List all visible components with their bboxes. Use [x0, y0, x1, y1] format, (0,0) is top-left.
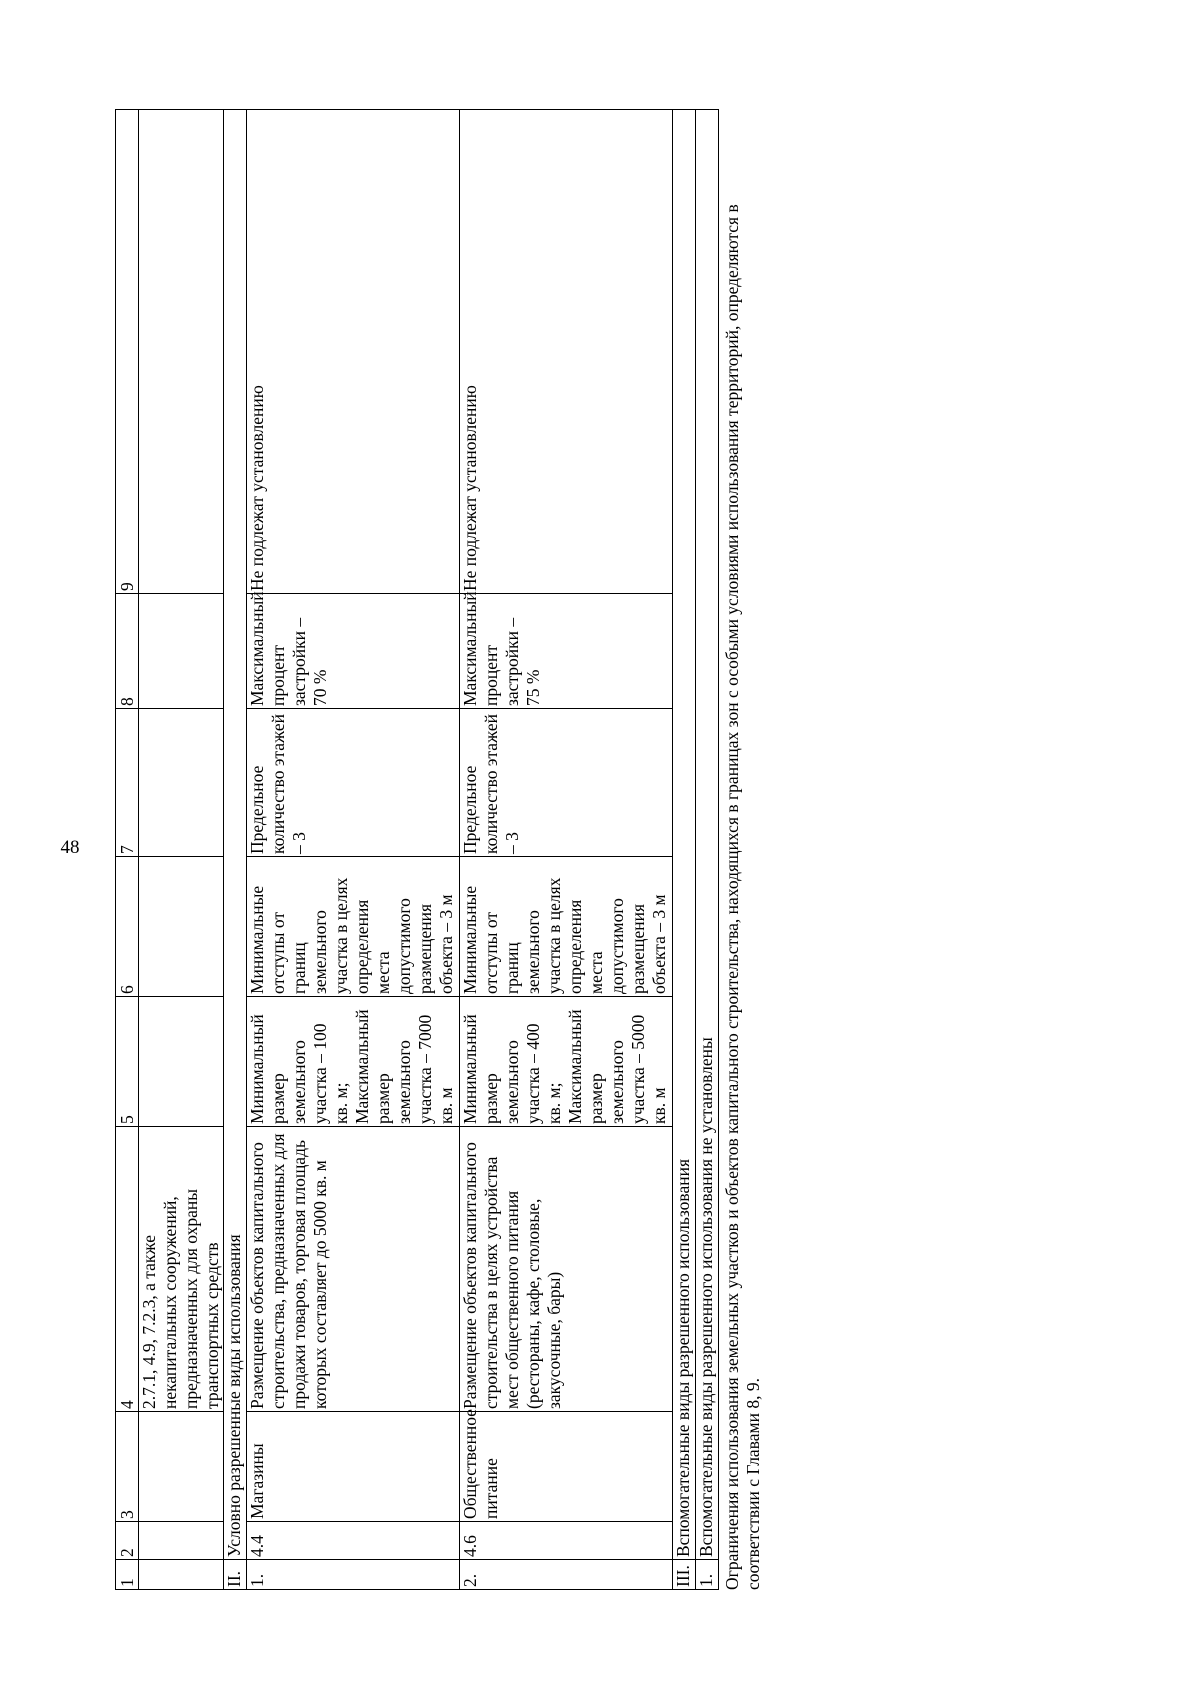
row-floors: Предельное количество этажей – 3 [247, 709, 460, 857]
row-text: Вспомогательные виды разрешенного использования не установлены [696, 110, 719, 1560]
continued-description: 2.7.1, 4.9, 7.2.3, а также некапитальных сооружений, предназначенных для охраны транспортных средств [139, 1127, 224, 1412]
section-number: II. [224, 1560, 247, 1590]
row-number: 2. [460, 1560, 673, 1590]
header-cell: 7 [116, 709, 139, 857]
section-row [224, 110, 247, 1590]
row-floors: Предельное количество этажей – 3 [460, 709, 673, 857]
rotated-page-content [115, 110, 763, 1590]
section-subrow [696, 110, 719, 1590]
section-title: Условно разрешенные виды использования [224, 110, 247, 1560]
header-cell: 6 [116, 857, 139, 997]
row-land-size: Минимальный размер земельного участка – 400 кв. м; Максимальный размер земельного участка – 5000 кв. м [460, 997, 673, 1127]
header-cell: 8 [116, 594, 139, 709]
header-cell: 3 [116, 1412, 139, 1522]
section-number: III. [673, 1560, 696, 1590]
continued-row [139, 110, 224, 1590]
row-setbacks: Минимальные отступы от границ земельного участка в целях определения места допустимого размещения объекта – 3 м [460, 857, 673, 997]
header-number-row [116, 110, 139, 1590]
header-cell: 9 [116, 110, 139, 594]
header-cell: 1 [116, 1560, 139, 1590]
header-cell: 4 [116, 1127, 139, 1412]
row-code: 4.4 [247, 1522, 460, 1560]
header-cell: 2 [116, 1522, 139, 1560]
section-row [673, 110, 696, 1590]
footnote: Ограничения использования земельных участков и объектов капитального строительства, находящихся в границах зон с особыми условиями использования территорий, определяются в соответствии с Главами 8, 9. [722, 204, 763, 1590]
row-other: Не подлежат установлению [247, 110, 460, 594]
row-number: 1. [247, 1560, 460, 1590]
table-row [460, 110, 673, 1590]
header-cell: 5 [116, 997, 139, 1127]
row-number: 1. [696, 1560, 719, 1590]
row-code: 4.6 [460, 1522, 673, 1560]
page-number: 48 [60, 837, 80, 858]
row-coverage: Максимальный процент застройки – 70 % [247, 594, 460, 709]
table-row [247, 110, 460, 1590]
row-setbacks: Минимальные отступы от границ земельного участка в целях определения места допустимого размещения объекта – 3 м [247, 857, 460, 997]
row-coverage: Максимальный процент застройки – 75 % [460, 594, 673, 709]
row-description: Размещение объектов капитального строительства в целях устройства мест общественного питания (рестораны, кафе, столовые, закусочные, бары) [460, 1127, 673, 1412]
row-name: Магазины [247, 1412, 460, 1522]
row-land-size: Минимальный размер земельного участка – 100 кв. м; Максимальный размер земельного участка – 7000 кв. м [247, 997, 460, 1127]
section-title: Вспомогательные виды разрешенного использования [673, 110, 696, 1560]
row-description: Размещение объектов капитального строительства, предназначенных для продажи товаров, торговая площадь которых составляет до 5000 кв. м [247, 1127, 460, 1412]
zoning-regulations-table [115, 109, 719, 1590]
row-name: Общественное питание [460, 1412, 673, 1522]
row-other: Не подлежат установлению [460, 110, 673, 594]
